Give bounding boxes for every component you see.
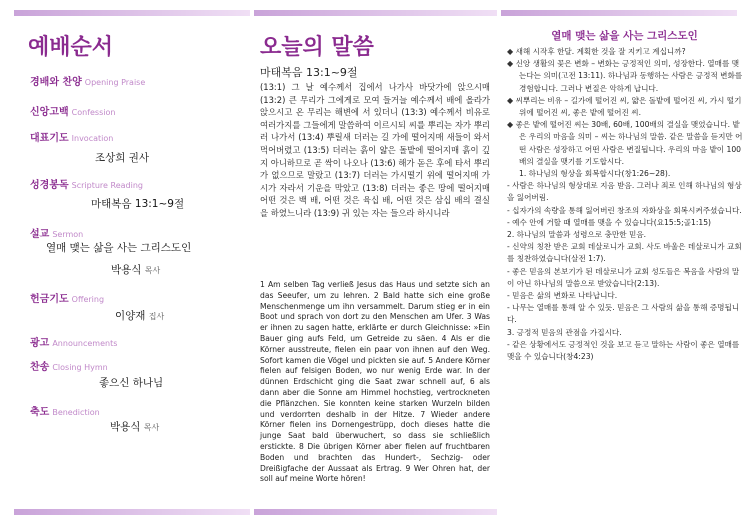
order-item-offering: 헌금기도 Offering (30, 294, 105, 305)
offering-leader: 이양재 집사 (115, 310, 165, 322)
german-scripture-text: 1 Am selben Tag verließ Jesus das Haus und setzte sich an das Seeufer, um zu lehren. 2 Bald hatte sich eine große Menschenmenge um ihn versammelt. Darum stieg er in ein Boot und sprach von dort zu den Menschen am Ufer. 3 Was er ihnen zu sagen hatte, erklärte er durch Gleichnisse: »Ein Bauer ging aufs Feld, um Getreide zu säen. 4 Als er die Körner ausstreute, fielen ein paar von ihnen auf den Weg. Sofort kamen die Vögel und pickten sie auf. 5 Andere Körner fielen auf felsigen Boden, wo nur wenig Erde war. In der dünnen Erdschicht ging die Saat zwar schnell auf, 6 als dann aber die Sonne am Himmel hochstieg, vertrockneten die Pflänzchen. Sie konnten keine starken Wurzeln bilden und verdorrten deshalb in der Hitze. 7 Wieder andere Körner fielen ins Dornengestrüpp, doch dieses hatte die junge Saat bald überwuchert, so dass sie schließlich erstickte. 8 Die übrigen Körner aber fielen auf fruchtbaren Boden und brachten das Hundert-, Sechzig- oder Dreißigfache der Aussaat als Ertrag. 9 Wer Ohren hat, der soll auf meine Worte hören! (260, 280, 490, 484)
diamond-bullet-icon: ◆ (507, 120, 514, 130)
top-decor-bar (501, 10, 737, 16)
outline-point: - 신약의 칭찬 받은 교회 데살로니가 교회. 사도 바울은 데살로니가 교회를 칭찬하였습니다(살전 1:7). (507, 242, 742, 264)
outline-point: - 예수 안에 거할 때 열매를 맺을 수 있습니다(요15:5;골1:15) (507, 217, 712, 227)
top-decor-bar (14, 10, 250, 16)
order-item-scripture: 성경봉독 Scripture Reading (30, 180, 143, 191)
outline-point: - 믿음은 삶의 변화로 나타납니다. (507, 291, 618, 301)
bottom-decor-bar (14, 509, 250, 515)
outline-bullet: ◆ 새해 시작후 한달. 계획한 것을 잘 지키고 계십니까? (507, 47, 686, 56)
closing-hymn: 좋으신 하나님 (99, 377, 164, 389)
outline-point: - 나무는 열매를 통해 알 수 있듯. 믿음은 그 사람의 삶을 통해 증명됩니다. (507, 303, 740, 325)
preacher: 박용식 목사 (111, 264, 161, 276)
benediction-leader: 박용식 목사 (110, 421, 160, 433)
diamond-bullet-icon: ◆ (507, 59, 514, 69)
sermon-outline (507, 46, 743, 363)
order-item-invocation: 대표기도 Invocation (30, 133, 114, 144)
outline-point: - 좋은 믿음의 본보기가 된 데살로니가 교회 성도들은 복음을 사람의 말이 아닌 하나님의 말씀으로 받았습니다(2:13). (507, 266, 740, 288)
outline-point: - 같은 상황에서도 긍정적인 것을 보고 듣고 말하는 사람이 좋은 열매를 맺을 수 있습니다(창4:23) (507, 339, 740, 362)
top-decor-bar (254, 10, 497, 16)
outline-point: 2. 하나님의 말씀과 성령으로 충만한 믿음. (507, 230, 647, 240)
bottom-decor-bar (254, 509, 497, 515)
todays-word-column (252, 0, 497, 519)
outline-point: - 십자가의 속량을 통해 잃어버린 창조의 자화상을 회복시켜주셨습니다. (507, 205, 742, 215)
invocation-leader: 조상희 권사 (95, 152, 150, 164)
outline-point: 3. 긍정적 믿음의 관점을 가집시다. (507, 327, 622, 337)
outline-bullet: ◆ 신앙 생활의 꽃은 변화 – 변화는 긍정적인 의미, 성장한다. 열매를 맺는다는 의미(고전 13:11). 하나님과 동행하는 사람은 긍정적 변화를 경험합니다. 그러나 변질은 악하게 납니다. (507, 59, 743, 93)
diamond-bullet-icon: ◆ (507, 47, 514, 56)
korean-scripture-text: (13:1) 그 날 예수께서 집에서 나가사 바닷가에 앉으시매 (13:2) 큰 무리가 그에게로 모여 들거늘 예수께서 배에 올라가 앉으시고 온 무리는 해변에 서 있더니 (13:3) 예수께서 비유로 여러가지를 그들에게 말씀하여 이르시되 씨를 뿌리는 자가 뿌리러 나가서 (13:4) 뿌릴새 더러는 길 가에 떨어지매 새들이 와서 먹어버렸고 (13:5) 더러는 흙이 얇은 돌밭에 떨어지매 흙이 깊지 아니하므로 곧 싹이 나오나 (13:6) 해가 돋은 후에 타서 뿌리가 없으므로 말랐고 (13:7) 더러는 가시떨기 위에 떨어지매 가시가 자라서 기운을 막았고 (13:8) 더러는 좋은 땅에 떨어지매 어떤 것은 백 배, 어떤 것은 육십 배, 어떤 것은 삼십 배의 결실을 하였느니라 (13:9) 귀 있는 자는 들으라 하시니라 (260, 82, 490, 218)
word-title: 오늘의 말씀 (260, 35, 374, 60)
order-item-praise: 경배와 찬양 Opening Praise (30, 77, 146, 88)
order-item-hymn: 찬송 Closing Hymn (30, 362, 108, 373)
scripture-reference: 마태복음 13:1~9절 (91, 198, 185, 210)
outline-bullet: ◆ 씨뿌리는 비유 – 길가에 떨어진 씨, 얇은 돌밭에 떨어진 씨, 가시 떨기 위에 떨어진 씨, 좋은 밭에 떨어진 씨. (507, 95, 742, 118)
order-item-sermon: 설교 Sermon (30, 229, 84, 240)
sermon-outline-title: 열매 맺는 삶을 사는 그리스도인 (551, 30, 698, 42)
sermon-title: 열매 맺는 삶을 사는 그리스도인 (46, 242, 192, 254)
order-title: 예배순서 (28, 35, 114, 60)
word-reference: 마태복음 13:1~9절 (260, 66, 358, 79)
order-item-announcements: 광고 Announcements (30, 338, 118, 349)
outline-point: 1. 하나님의 형상을 회복합시다(창1:26~28). (519, 169, 671, 179)
worship-order-column (0, 0, 250, 519)
order-item-benediction: 축도 Benediction (30, 407, 100, 418)
sermon-outline-column (499, 0, 750, 519)
outline-bullet: ◆ 좋은 밭에 떨어진 씨는 30배, 60배, 100배의 결실을 맺었습니다. 밭은 우리의 마음을 의미 – 씨는 하나님의 말씀. 같은 말씀을 듣지만 어떤 사람은 성장하고 어떤 사람은 변질됩니다. 우리의 마음 밭이 100배의 결실을 맺기를 기도합시다. (507, 120, 743, 166)
diamond-bullet-icon: ◆ (507, 95, 514, 105)
order-item-confession: 신앙고백 Confession (30, 107, 116, 118)
outline-point: - 사람은 하나님의 형상대로 지음 받음. 그러나 죄로 인해 하나님의 형상을 잃어버림. (507, 181, 742, 203)
